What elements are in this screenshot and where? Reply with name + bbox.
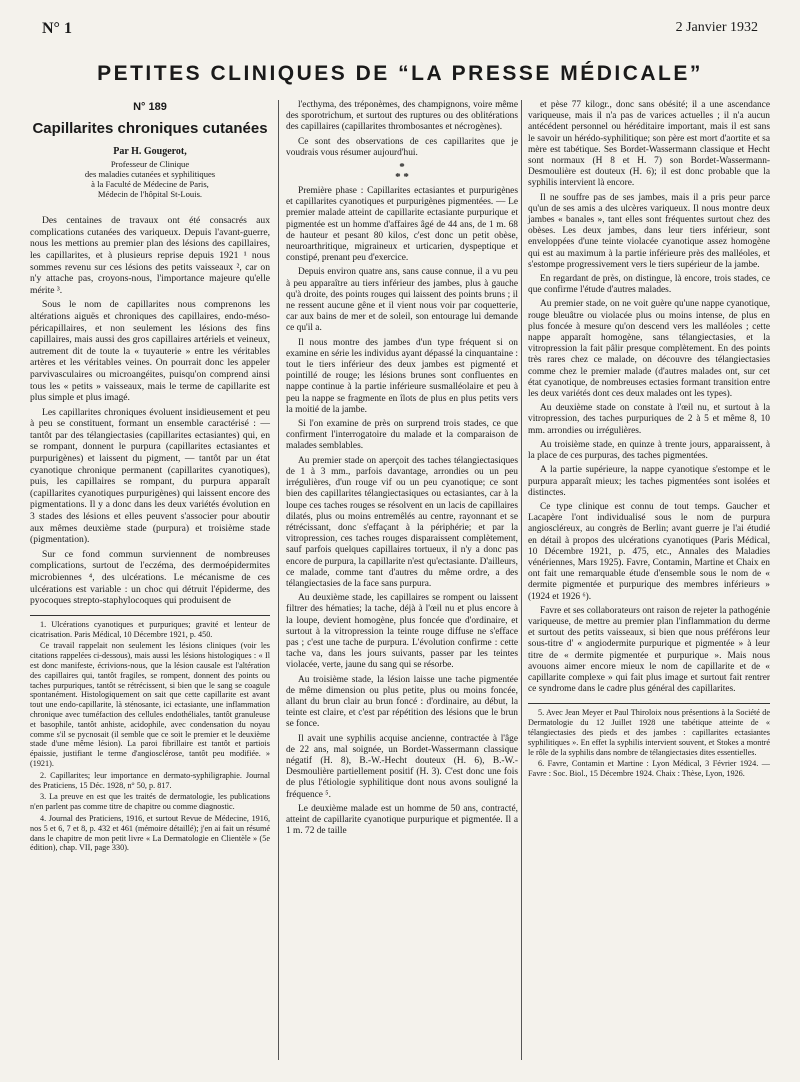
paragraph: Au deuxième stade on constate à l'œil nu, et surtout à la vitropression, des taches purpuriques de 2 à 5 et même 8, 10 mm. arrondies ou irrégulières. — [528, 403, 770, 436]
footnote: 6. Favre, Contamin et Martine : Lyon Médical, 3 Février 1924. — Favre : Soc. Biol., 15 Décembre 1924. Chaix : Thèse, Lyon, 1926. — [528, 759, 770, 779]
footnotes — [30, 615, 270, 853]
paragraph: Depuis environ quatre ans, sans cause connue, il a vu peu à peu apparaître au tiers inférieur des jambes, plus à gauche qu'à droite, des points rouges qui laissent des points bruns ; il ne ressent aucune gêne et il vient nous voir par coquetterie, car aux bains de mer et de soleil, son entourage lui demande ce qu'il a. — [286, 267, 518, 334]
paragraph: Favre et ses collaborateurs ont raison de rejeter la pathogénie variqueuse, de mettre au premier plan l'inflammation du derme et surtout des petits vaisseaux, si bien que nous préférons leur sous-titre d' « angiodermite purpurique et pigmentée » à leur titre de « dermite pigmentée et purpurique ». Mais nous avouons aimer encore mieux le nom de capillarite et de « capillarite complexe » qui fait plus image et surtout fait rentrer ce syndrome dans le cadre plus général des capillarites. — [528, 605, 770, 695]
column-2 — [286, 100, 518, 840]
paragraph: l'ecthyma, des tréponèmes, des champignons, voire même des sporotrichum, et surtout des ruptures ou des oblitérations des capillaires (capillarites thrombosantes et nécrogènes). — [286, 100, 518, 133]
paragraph: Ce type clinique est connu de tout temps. Gaucher et Lacapère l'ont individualisé sous le nom de purpura angioscléreux, au congrès de Berlin; avant guerre je l'ai étudié en détail à propos des ulcérations cyanotiques (Paris Médical, 10 Décembre 1921, p. 475, etc., Annales des Maladies vénériennes, Mars 1925). Favre, Contamin, Martine et Chaix en ont fait une remarquable étude d'ensemble sous le nom de « dermite pigmentée et purpurique des membres inférieurs » (1924 et 1926 ⁶). — [528, 501, 770, 602]
paragraph: Si l'on examine de près on surprend trois stades, ce que confirment l'interrogatoire du malade et la comparaison de malades semblables. — [286, 419, 518, 452]
masthead: PETITES CLINIQUES DE “LA PRESSE MÉDICALE” — [97, 62, 703, 85]
paragraph: Il nous montre des jambes d'un type fréquent si on examine en série les individus ayant dépassé la cinquantaine : tout le tiers inférieur des deux jambes est pigmenté et pointillé de rouge; les lésions brunes sont confluentes en nappe continue à la partie inférieure susmalléolaire et peu à peu la nappe se fragmente en îlots de plus en plus petits vers la moitié de la jambe. — [286, 337, 518, 415]
footnote: 2. Capillarites; leur importance en dermato-syphiligraphie. Journal des Praticiens, 15 Déc. 1928, n° 50, p. 817. — [30, 770, 270, 790]
author-affiliation — [30, 159, 270, 199]
paragraph: Il ne souffre pas de ses jambes, mais il a pris peur parce qu'un de ses amis a des ulcères variqueux. Il nous montre deux jambes « banales », tant elles sont fréquentes surtout chez des obèses. Les deux jambes, dans leur tiers inférieur, sont enveloppées d'une teinte violacée cyanotique assez homogène qui est au maximum à la partie inférieure près des malléoles, et s'estompe progressivement vers le tiers supérieur de la jambe. — [528, 192, 770, 270]
footnote: 1. Ulcérations cyanotiques et purpuriques; gravité et lenteur de cicatrisation. Paris Médical, 10 Décembre 1921, p. 450. — [30, 619, 270, 639]
paragraph: Le deuxième malade est un homme de 50 ans, contracté, atteint de capillarite cyanotique purpurique et pigmentée. Il a 1 m. 72 de taille — [286, 803, 518, 837]
article-number: N° 189 — [133, 101, 167, 113]
issue-date: 2 Janvier 1932 — [675, 20, 758, 35]
issue-number: N° 1 — [42, 20, 72, 37]
affiliation-line: Médecin de l'hôpital St-Louis. — [97, 189, 203, 200]
paragraph: En regardant de près, on distingue, là encore, trois stades, ce que confirme l'étude d'autres malades. — [528, 274, 770, 296]
column-rule — [278, 100, 279, 1060]
footnote: 4. Journal des Praticiens, 1916, et surtout Revue de Médecine, 1916, nos 5 et 6, 7 et 8, p. 432 et 461 (mémoire détaillé); j'en ai fait un résumé dans le chapitre de mon petit livre « La Dermatologie en Clientèle » (5e édition), chap. VII, page 330). — [30, 813, 270, 853]
paragraph: et pèse 77 kilogr., donc sans obésité; il a une ascendance variqueuse, mais il n'a pas de varices actuelles ; il n'a aucun antécédent personnel ou héréditaire important, mais il est sans le savoir un hérédo-syphilitique; son père est mort d'aortite et sa mère est tabétique. Ses Bordet-Wassermann classique et Hecht sont normaux (H 8 et H. 7) son Bordet-Wassermann-Desmoulière est douteux (H. 6); il est donc probable que la syphilis intervient là encore. — [528, 100, 770, 189]
paragraph: Il avait une syphilis acquise ancienne, contractée à l'âge de 22 ans, mal soignée, un Bordet-Wassermann classique négatif (H. 8), B.-W.-Hecht douteux (H. 6), B.-W.-Desmoulière partiellement positif (H. 3). C'est donc une fois de plus l'étiologie syphilitique dont nous avons souligné la fréquence ⁵. — [286, 733, 518, 800]
affiliation-line: Professeur de Clinique — [110, 159, 190, 170]
column-rule — [521, 100, 522, 1060]
paragraph: Sous le nom de capillarites nous comprenons les altérations aiguës et chroniques des capillaires, endo-méso-péricapillaires, et non seulement les lésions des fins capillaires, mais aussi des gros capillaires artériels et veineux, autrement dit de toute la « tuyauterie » entre les véritables artères et les véritables veines. On pourrait donc les appeler parvivasculaires ou microangéites, puisqu'on comprend ainsi tous les « petits » vaisseaux, mais le terme de capillarite est plus simple et plus imagé. — [30, 299, 270, 404]
paragraph: Première phase : Capillarites ectasiantes et purpurigènes et capillarites cyanotiques et purpurigènes pigmentées. — Le premier malade atteint de capillarite ectasiante purpurique et pigmentée est un homme d'affaires âgé de 44 ans, de 1 m. 68 de hauteur et pesant 80 kilos, c'est donc un petit obèse, neuroarthritique, migraineux et urticarien, dyspeptique et constipé, prenant peu d'exercice. — [286, 186, 518, 264]
affiliation-line: des maladies cutanées et syphilitiques — [84, 169, 216, 180]
paragraph: Les capillarites chroniques évoluent insidieusement et peu à peu se constituent, formant un ensemble caractérisé : — tantôt par des télangiectasies (capillarites ectasiantes) qui, en se rompant, donnent le purpura (capillarites ectasiantes et purpurigènes) et laissent du pigment, — tantôt par un état cyanotique chronique permanent (capillarites cyanotiques), puis, les capillaires se rompant, du purpura apparaît (capillarites cyanotiques purpurigènes) qui laissent encore des pigmentations. Il y a donc dans les deux variétés évolution en 3 stades des lésions et elles peuvent s'associer pour aboutir aux mêmes deuxième stade (purpura) et troisième stade (pigmentation). — [30, 406, 270, 546]
footnote: Ce travail rappelait non seulement les lésions cliniques (voir les citations rappelées ci-dessous), mais aussi les lésions histologiques : « Il est donc manifeste, écrivions-nous, que la lésion causale est l'altération des capillaires qui, tantôt fragiles, se rompent, donnent des points ou taches purpuriques, tantôt se rétrécissent, si bien que le sang se coagule spontanément. Histologiquement on sait que cette capillarite est avant tout une endo-capillarite, là sténosante, ici ectasiante, une inflammation chronique avec tuméfaction des cellules endothéliales, tantôt granuleuse et basophile, tantôt anhiste, acidophile, avec condensation du noyau comme s'il se pycnosait (il semble que ce soit le premier et le deuxième stade d'une même lésion). La paroi fibrillaire est tantôt et partiois épaissie, justifiant le terme d'angiosclérose, tantôt peu modifiée. » (1921). — [30, 641, 270, 768]
paragraph: Des centaines de travaux ont été consacrés aux complications cutanées des variqueux. Depuis l'avant-guerre, nous les mettions au premier plan des lésions des capillaires, les capillarites, et à plusieurs reprise depuis 1921 ¹ nous sommes revenu sur ces lésions des petits vaisseaux ², car on n'y attache pas, croyons-nous, l'importance majeure qu'elle mérite ³. — [30, 215, 270, 296]
paragraph: Ce sont des observations de ces capillarites que je voudrais vous résumer aujourd'hui. — [286, 136, 518, 158]
paragraph: Au deuxième stade, les capillaires se rompent ou laissent filtrer des hématies; la tache, déjà à l'œil nu et plus encore à la loupe, devient homogène, plus foncée que d'ordinaire, et surtout à la vitropression la teinte rouge diffuse ne s'efface pas ; c'est une tache de purpura. L'évolution confirme : cette tache va, dans les jours suivants, passer par les teintes violacée, verte, jaune du sang qui se résorbe. — [286, 593, 518, 671]
footnotes — [528, 703, 770, 779]
paragraph: Au premier stade, on ne voit guère qu'une nappe cyanotique, rouge bleuâtre ou violacée plus ou moins intense, de plus en plus foncée à mesure qu'on descend vers les malléoles ; cette nappe apparaît homogène, sans télangiectasies, et la vitropression la fait pâlir presque complètement. En des points très rares chez ce malade, on découvre des télangiectasies comme chez le premier malade (d'autres malades ont, sur cet état cyanotique, de nombreuses ectasies formant transition entre les deux variétés dont ces deux malades ont les types). — [528, 299, 770, 400]
paragraph: Sur ce fond commun surviennent de nombreuses complications, surtout de l'eczéma, des dermoépidermites microbiennes ⁴, des ulcérations. Le mécanisme de ces ulcérations est variable : un choc qui détruit l'épiderme, des pyocoques strepto-staphylocoques qui produisent de — [30, 548, 270, 607]
paragraph: A la partie supérieure, la nappe cyanotique s'estompe et le purpura apparaît mieux; les taches pigmentées sont isolées et distinctes. — [528, 465, 770, 498]
column-1 — [30, 100, 270, 855]
footnote: 5. Avec Jean Meyer et Paul Thiroloix nous présentions à la Société de Dermatologie du 12 Juillet 1928 une tabétique atteinte de « télangiectasies des pieds et des jambes : capillarites ectasiantes syphilitiques ». En effet la syphilis intervient souvent, et Stokes a montré le rôle de la syphilis dans nombre de télangiectasies dites essentielles. — [528, 708, 770, 757]
affiliation-line: à la Faculté de Médecine de Paris, — [91, 179, 209, 190]
paragraph: Au premier stade on aperçoit des taches télangiectasiques de 1 à 3 mm., parfois davantage, arrondies ou un peu irrégulières, d'un rouge vif ou un peu cyanotique; ce sont bien des capillarites télangiectasiques ou ectasiantes, car à la loupe ces taches rouges se résolvent en un lacis de capillaires dilatés, plus ou moins entremêlés au centre, rayonnant et se rétrécissant, donc s'effaçant à la périphérie; et par la vitropression, ces taches rouges disparaissent complètement, sauf parfois quelques capillaires tortueux, il n'y a donc pas encore de purpura, la capillarite n'est qu'ectasiante. D'ailleurs, ce malade, comme tant d'autres du même ordre, a des télangiectasies de la face sans purpura. — [286, 455, 518, 589]
paragraph: Au troisième stade, la lésion laisse une tache pigmentée de même dimension ou plus petite, plus ou moins foncée, allant du brun clair au brun foncé : d'ordinaire, au début, la teinte est claire, et c'est par répétition des lésions que le brun se fonce. — [286, 674, 518, 730]
page-header — [42, 20, 758, 42]
article-author: Par H. Gougerot, — [113, 145, 187, 157]
column-3 — [528, 100, 770, 781]
paragraph: Au troisième stade, en quinze à trente jours, apparaissent, à la place de ces purpuras, des taches pigmentées. — [528, 439, 770, 462]
footnote: 3. La preuve en est que les traités de dermatologie, les publications n'en parlent pas comme titre de chapitre ou comme diagnostic. — [30, 792, 270, 812]
article-title: Capillarites chroniques cutanées — [32, 119, 268, 137]
section-separator: * * * — [395, 161, 409, 184]
